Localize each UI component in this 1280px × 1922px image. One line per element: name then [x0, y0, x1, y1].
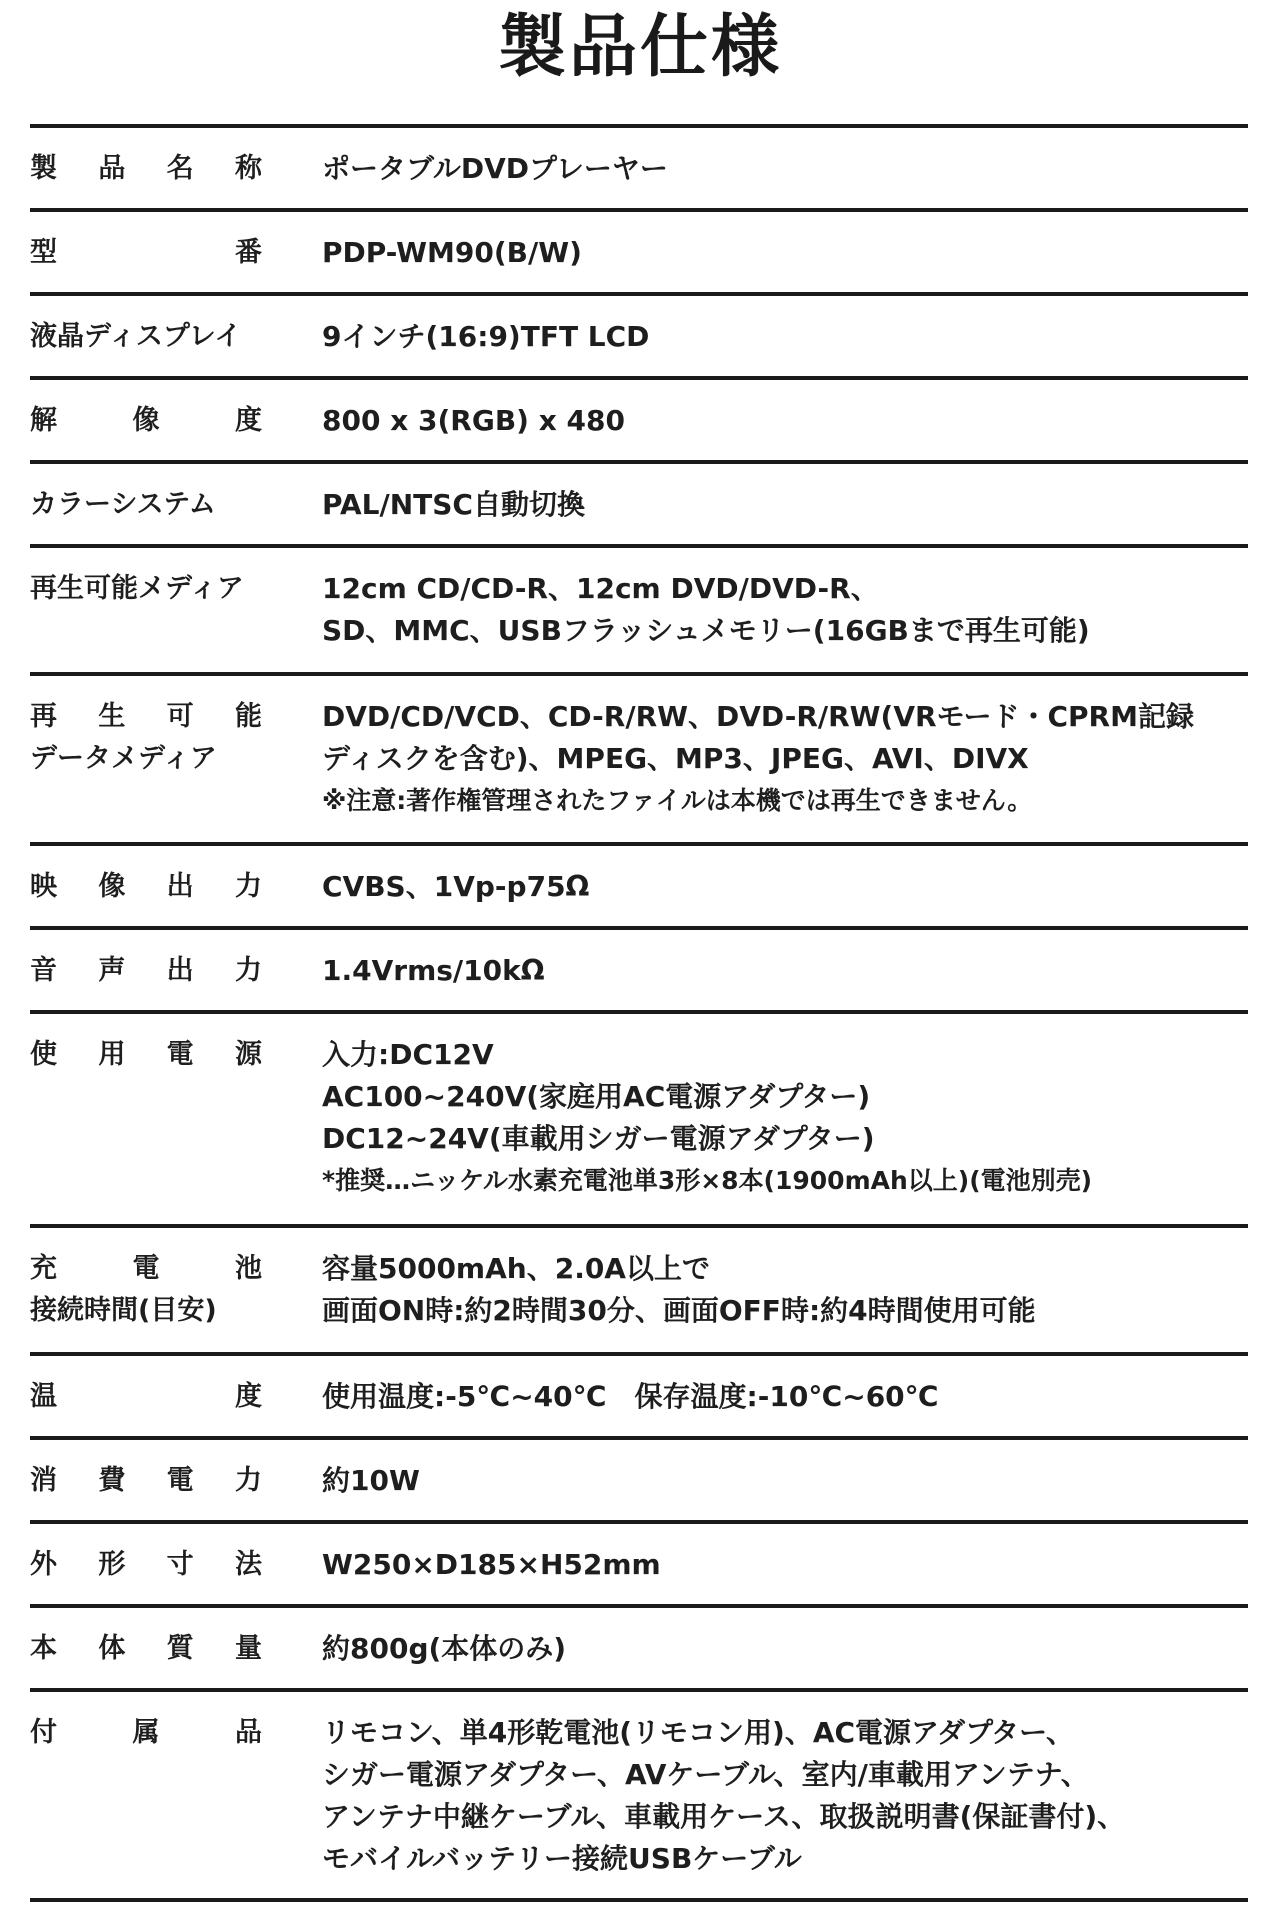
- spec-label-char: 能: [234, 701, 262, 732]
- spec-row: [30, 846, 1248, 930]
- spec-label-char: 声: [98, 955, 126, 986]
- spec-value-line: PDP-WM90(B/W): [322, 236, 582, 269]
- spec-value-line: 使用温度:-5℃~40℃ 保存温度:-10℃~60℃: [322, 1380, 939, 1413]
- spec-label: [30, 1228, 262, 1332]
- spec-value: [262, 128, 1248, 190]
- spec-label-char: 度: [235, 405, 262, 436]
- spec-label-char: 製: [30, 153, 57, 184]
- spec-row: [30, 676, 1248, 846]
- spec-value: [262, 676, 1248, 822]
- spec-row: [30, 128, 1248, 212]
- spec-value: [262, 1608, 1248, 1670]
- spec-label-char: 本: [30, 1633, 57, 1664]
- spec-value-line: 画面ON時:約2時間30分、画面OFF時:約4時間使用可能: [322, 1294, 1036, 1327]
- spec-label-char: 生: [98, 701, 126, 732]
- spec-value-line: 容量5000mAh、2.0A以上で: [322, 1252, 710, 1285]
- spec-label-char: 体: [98, 1633, 126, 1664]
- spec-label: [30, 464, 262, 526]
- spec-label-char: 温: [30, 1381, 57, 1412]
- spec-label-line: [30, 1544, 262, 1586]
- spec-row: [30, 1692, 1248, 1902]
- spec-label-char: データメディア: [30, 743, 217, 774]
- spec-label-char: 電: [166, 1039, 194, 1070]
- spec-label-char: 番: [235, 237, 262, 268]
- spec-value: [262, 1440, 1248, 1502]
- spec-label: [30, 846, 262, 908]
- spec-label-char: 量: [234, 1633, 262, 1664]
- spec-value-line: 入力:DC12V: [322, 1038, 494, 1071]
- spec-value: [262, 1014, 1248, 1202]
- spec-value-line: DVD/CD/VCD、CD-R/RW、DVD-R/RW(VRモード・CPRM記録: [322, 700, 1194, 733]
- spec-label-char: 出: [166, 955, 194, 986]
- spec-label: [30, 1014, 262, 1076]
- spec-label-char: 寸: [166, 1549, 194, 1580]
- spec-value: [262, 464, 1248, 526]
- spec-label-char: 費: [98, 1465, 126, 1496]
- spec-value-line: 9インチ(16:9)TFT LCD: [322, 320, 650, 353]
- spec-value: [262, 380, 1248, 442]
- spec-value: [262, 212, 1248, 274]
- spec-label-char: 力: [234, 955, 262, 986]
- spec-label-line: [30, 1034, 262, 1076]
- spec-value: [262, 1228, 1248, 1332]
- spec-value-line: 800 x 3(RGB) x 480: [322, 404, 625, 437]
- spec-value: [262, 846, 1248, 908]
- spec-value-line: モバイルバッテリー接続USBケーブル: [322, 1842, 802, 1875]
- spec-label-line: [30, 1628, 262, 1670]
- spec-value-line: リモコン、単4形乾電池(リモコン用)、AC電源アダプター、: [322, 1716, 1075, 1749]
- spec-label-line: [30, 1460, 262, 1502]
- spec-value-line: シガー電源アダプター、AVケーブル、室内/車載用アンテナ、: [322, 1758, 1089, 1791]
- spec-value-line: AC100~240V(家庭用AC電源アダプター): [322, 1080, 871, 1113]
- spec-label-line: [30, 950, 262, 992]
- spec-label-char: 力: [234, 1465, 262, 1496]
- spec-value: [262, 548, 1248, 652]
- spec-value-line: W250×D185×H52mm: [322, 1548, 661, 1581]
- spec-label-char: 音: [30, 955, 57, 986]
- spec-label: [30, 548, 262, 610]
- spec-label-char: 名: [166, 153, 194, 184]
- spec-label-line: [30, 400, 262, 442]
- spec-label-char: 液晶ディスプレイ: [30, 321, 242, 352]
- spec-label-char: 接続時間(目安): [30, 1295, 217, 1326]
- spec-label-char: 出: [166, 871, 194, 902]
- spec-label-line: [30, 484, 262, 526]
- spec-value-line: DC12~24V(車載用シガー電源アダプター): [322, 1122, 875, 1155]
- spec-value: [262, 296, 1248, 358]
- spec-label-char: 消: [30, 1465, 57, 1496]
- spec-row: [30, 1524, 1248, 1608]
- spec-row: [30, 464, 1248, 548]
- spec-label-char: 品: [98, 153, 126, 184]
- spec-label-line: [30, 738, 262, 780]
- spec-label-char: 再生可能メディア: [30, 573, 244, 604]
- spec-label: [30, 676, 262, 780]
- spec-value-line: ディスクを含む)、MPEG、MP3、JPEG、AVI、DIVX: [322, 742, 1029, 775]
- spec-value-line: PAL/NTSC自動切換: [322, 488, 585, 521]
- spec-label-char: 付: [30, 1717, 57, 1748]
- spec-label-char: 電: [166, 1465, 194, 1496]
- spec-label-char: 可: [166, 701, 194, 732]
- spec-label-char: 法: [234, 1549, 262, 1580]
- spec-label-char: 型: [30, 237, 57, 268]
- spec-label-char: 充: [30, 1253, 57, 1284]
- spec-row: [30, 548, 1248, 676]
- spec-label: [30, 1356, 262, 1418]
- spec-label: [30, 296, 262, 358]
- spec-label-line: [30, 1248, 262, 1290]
- spec-label-char: 質: [166, 1633, 194, 1664]
- spec-row: [30, 1228, 1248, 1356]
- spec-label: [30, 1440, 262, 1502]
- spec-row: [30, 1440, 1248, 1524]
- spec-label-line: [30, 866, 262, 908]
- spec-value-line: CVBS、1Vp-p75Ω: [322, 870, 590, 903]
- spec-row: [30, 1608, 1248, 1692]
- page-title: 製品仕様: [497, 8, 782, 87]
- spec-label-char: カラーシステム: [30, 489, 216, 520]
- spec-label-line: [30, 1712, 262, 1754]
- spec-value: [262, 930, 1248, 992]
- spec-row: [30, 930, 1248, 1014]
- spec-value: [262, 1692, 1248, 1880]
- spec-label: [30, 930, 262, 992]
- spec-table: [30, 124, 1248, 1902]
- spec-label-char: 外: [30, 1549, 57, 1580]
- spec-label-char: 度: [235, 1381, 262, 1412]
- spec-value-line: 12cm CD/CD-R、12cm DVD/DVD-R、: [322, 572, 879, 605]
- spec-label-char: 解: [30, 405, 57, 436]
- spec-label-line: [30, 232, 262, 274]
- spec-value-line: ※注意:著作権管理されたファイルは本機では再生できません。: [322, 786, 1033, 815]
- spec-value-line: 約10W: [322, 1464, 420, 1497]
- spec-label-char: 像: [98, 871, 126, 902]
- spec-value-line: *推奨…ニッケル水素充電池単3形×8本(1900mAh以上)(電池別売): [322, 1166, 1093, 1195]
- spec-label-char: 称: [234, 153, 262, 184]
- spec-row: [30, 296, 1248, 380]
- spec-value: [262, 1356, 1248, 1418]
- spec-label-char: 再: [30, 701, 57, 732]
- spec-value-line: SD、MMC、USBフラッシュメモリー(16GBまで再生可能): [322, 614, 1090, 647]
- spec-label: [30, 1524, 262, 1586]
- spec-value-line: 約800g(本体のみ): [322, 1632, 567, 1665]
- spec-label-char: 源: [234, 1039, 262, 1070]
- spec-label-char: 電: [132, 1253, 160, 1284]
- spec-value-line: アンテナ中継ケーブル、車載用ケース、取扱説明書(保証書付)、: [322, 1800, 1126, 1833]
- spec-label-char: 形: [98, 1549, 126, 1580]
- spec-row: [30, 1356, 1248, 1440]
- spec-value-line: ポータブルDVDプレーヤー: [322, 152, 668, 185]
- spec-label: [30, 1608, 262, 1670]
- spec-label-char: 池: [235, 1253, 262, 1284]
- spec-row: [30, 212, 1248, 296]
- spec-label-line: [30, 696, 262, 738]
- spec-label: [30, 380, 262, 442]
- spec-label-line: [30, 148, 262, 190]
- spec-label-char: 品: [235, 1717, 262, 1748]
- spec-label-line: [30, 316, 262, 358]
- spec-label: [30, 1692, 262, 1754]
- spec-label-char: 属: [132, 1717, 160, 1748]
- spec-value-line: 1.4Vrms/10kΩ: [322, 954, 545, 987]
- spec-label-line: [30, 1376, 262, 1418]
- spec-value: [262, 1524, 1248, 1586]
- spec-row: [30, 380, 1248, 464]
- spec-label-char: 用: [98, 1039, 126, 1070]
- spec-label-char: 映: [30, 871, 57, 902]
- spec-label-char: 力: [234, 871, 262, 902]
- spec-label-line: [30, 1290, 262, 1332]
- spec-label: [30, 212, 262, 274]
- spec-label-char: 使: [30, 1039, 57, 1070]
- spec-label-line: [30, 568, 262, 610]
- spec-label: [30, 128, 262, 190]
- spec-row: [30, 1014, 1248, 1228]
- spec-label-char: 像: [132, 405, 160, 436]
